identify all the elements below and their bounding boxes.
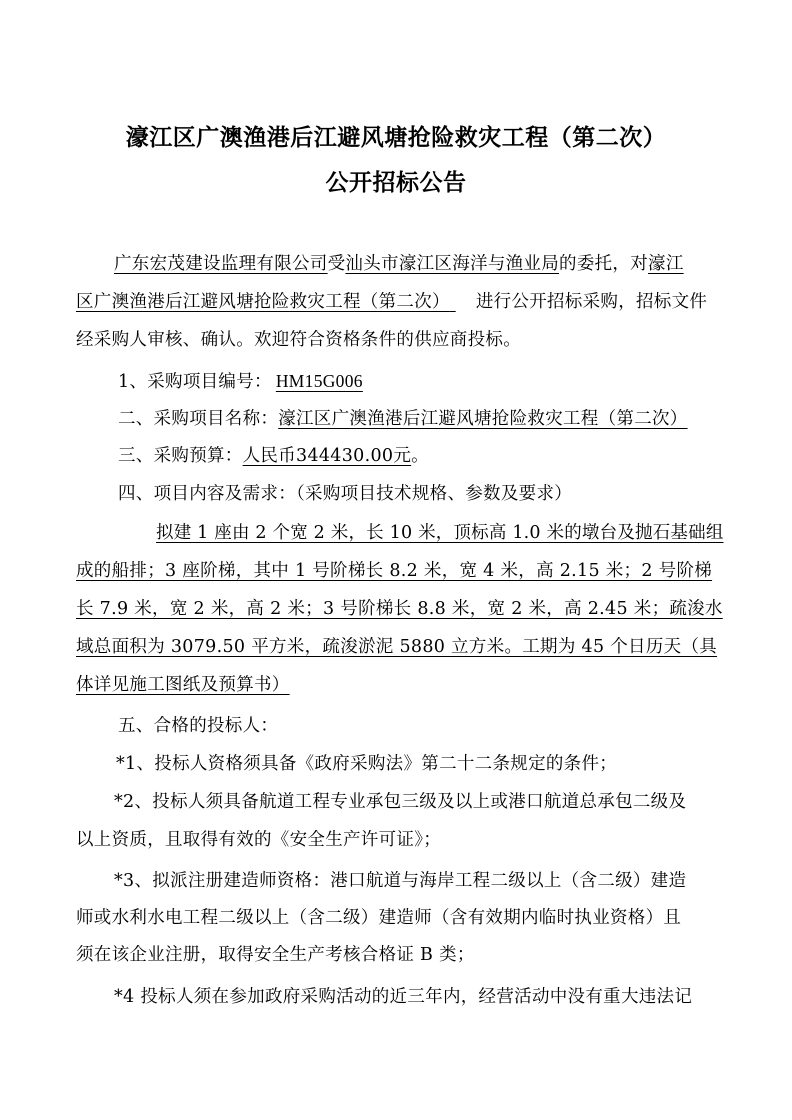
content-text: 成的船排；3 座阶梯，其中 1 号阶梯长 8.2 米，宽 4 米，高 2.15 米；2 号阶梯 xyxy=(76,561,713,581)
content-line-5 xyxy=(76,673,724,697)
intro-line-1 xyxy=(76,252,724,276)
project-name-part2: 区广澳渔港后江避风塘抢险救灾工程（第二次） xyxy=(76,292,450,312)
intro-text-2: 的委托，对 xyxy=(559,254,649,274)
qualification-2-line-1: *2、投标人须具备航道工程专业承包三级及以上或港口航道总承包二级及 xyxy=(114,792,687,812)
content-line-1 xyxy=(156,521,724,545)
name-label: 二、采购项目名称： xyxy=(118,409,279,429)
budget-suffix: 。 xyxy=(411,446,429,466)
content-line-3 xyxy=(76,597,724,621)
qualification-3-line-3: 须在该企业注册，取得安全生产考核合格证 B 类； xyxy=(76,945,475,965)
budget-label: 三、采购预算： xyxy=(118,446,243,466)
item-content-label: 四、项目内容及需求：（采购项目技术规格、参数及要求） xyxy=(118,484,573,504)
content-line-2 xyxy=(76,559,724,583)
underline-gap xyxy=(450,290,468,314)
qualifications-heading: 五、合格的投标人： xyxy=(118,716,279,736)
intro-text-1: 受 xyxy=(327,254,346,274)
qualification-2-line-2: 以上资质，且取得有效的《安全生产许可证》； xyxy=(76,830,442,850)
qualification-1: *1、投标人资格须具备《政府采购法》第二十二条规定的条件； xyxy=(116,754,618,774)
title-line-1: 濠江区广澳渔港后江避风塘抢险救灾工程（第二次） xyxy=(125,125,667,151)
item-budget xyxy=(118,444,766,468)
intro-text-3: 进行公开招标采购，招标文件 xyxy=(475,292,708,312)
qualification-3-line-1: *3、拟派注册建造师资格：港口航道与海岸工程二级以上（含二级）建造 xyxy=(114,871,687,891)
content-text: 长 7.9 米，宽 2 米，高 2 米；3 号阶梯长 8.8 米，宽 2 米，高 2.45 米；疏浚水 xyxy=(76,599,723,619)
project-name-part1: 濠江 xyxy=(648,254,684,274)
intro-line-3: 经采购人审核、确认。欢迎符合资格条件的供应商投标。 xyxy=(76,330,521,350)
item-code xyxy=(118,369,766,394)
intro-line-2 xyxy=(76,290,724,314)
item-name xyxy=(118,407,766,431)
title-line-2: 公开招标公告 xyxy=(325,170,467,196)
client-name: 汕头市濠江区海洋与渔业局 xyxy=(345,254,560,274)
qualification-3-line-2: 师或水利水电工程二级以上（含二级）建造师（含有效期内临时执业资格）且 xyxy=(76,908,682,928)
code-label: 1、采购项目编号： xyxy=(118,372,272,392)
content-text: 域总面积为 3079.50 平方米，疏浚淤泥 5880 立方米。工期为 45 个日历天（具 xyxy=(76,637,718,657)
content-text: 拟建 1 座由 2 个宽 2 米，长 10 米，顶标高 1.0 米的墩台及抛石基础组 xyxy=(156,523,724,543)
qualification-4-line-1: *4 投标人须在参加政府采购活动的近三年内，经营活动中没有重大违法记 xyxy=(114,987,693,1007)
agent-name: 广东宏茂建设监理有限公司 xyxy=(114,254,328,274)
name-value: 濠江区广澳渔港后江避风塘抢险救灾工程（第二次） xyxy=(278,409,688,429)
content-line-4 xyxy=(76,635,724,659)
content-text: 体详见施工图纸及预算书） xyxy=(76,675,290,695)
code-value: HM15G006 xyxy=(275,371,363,391)
budget-value: 人民币344430.00元 xyxy=(242,446,412,466)
